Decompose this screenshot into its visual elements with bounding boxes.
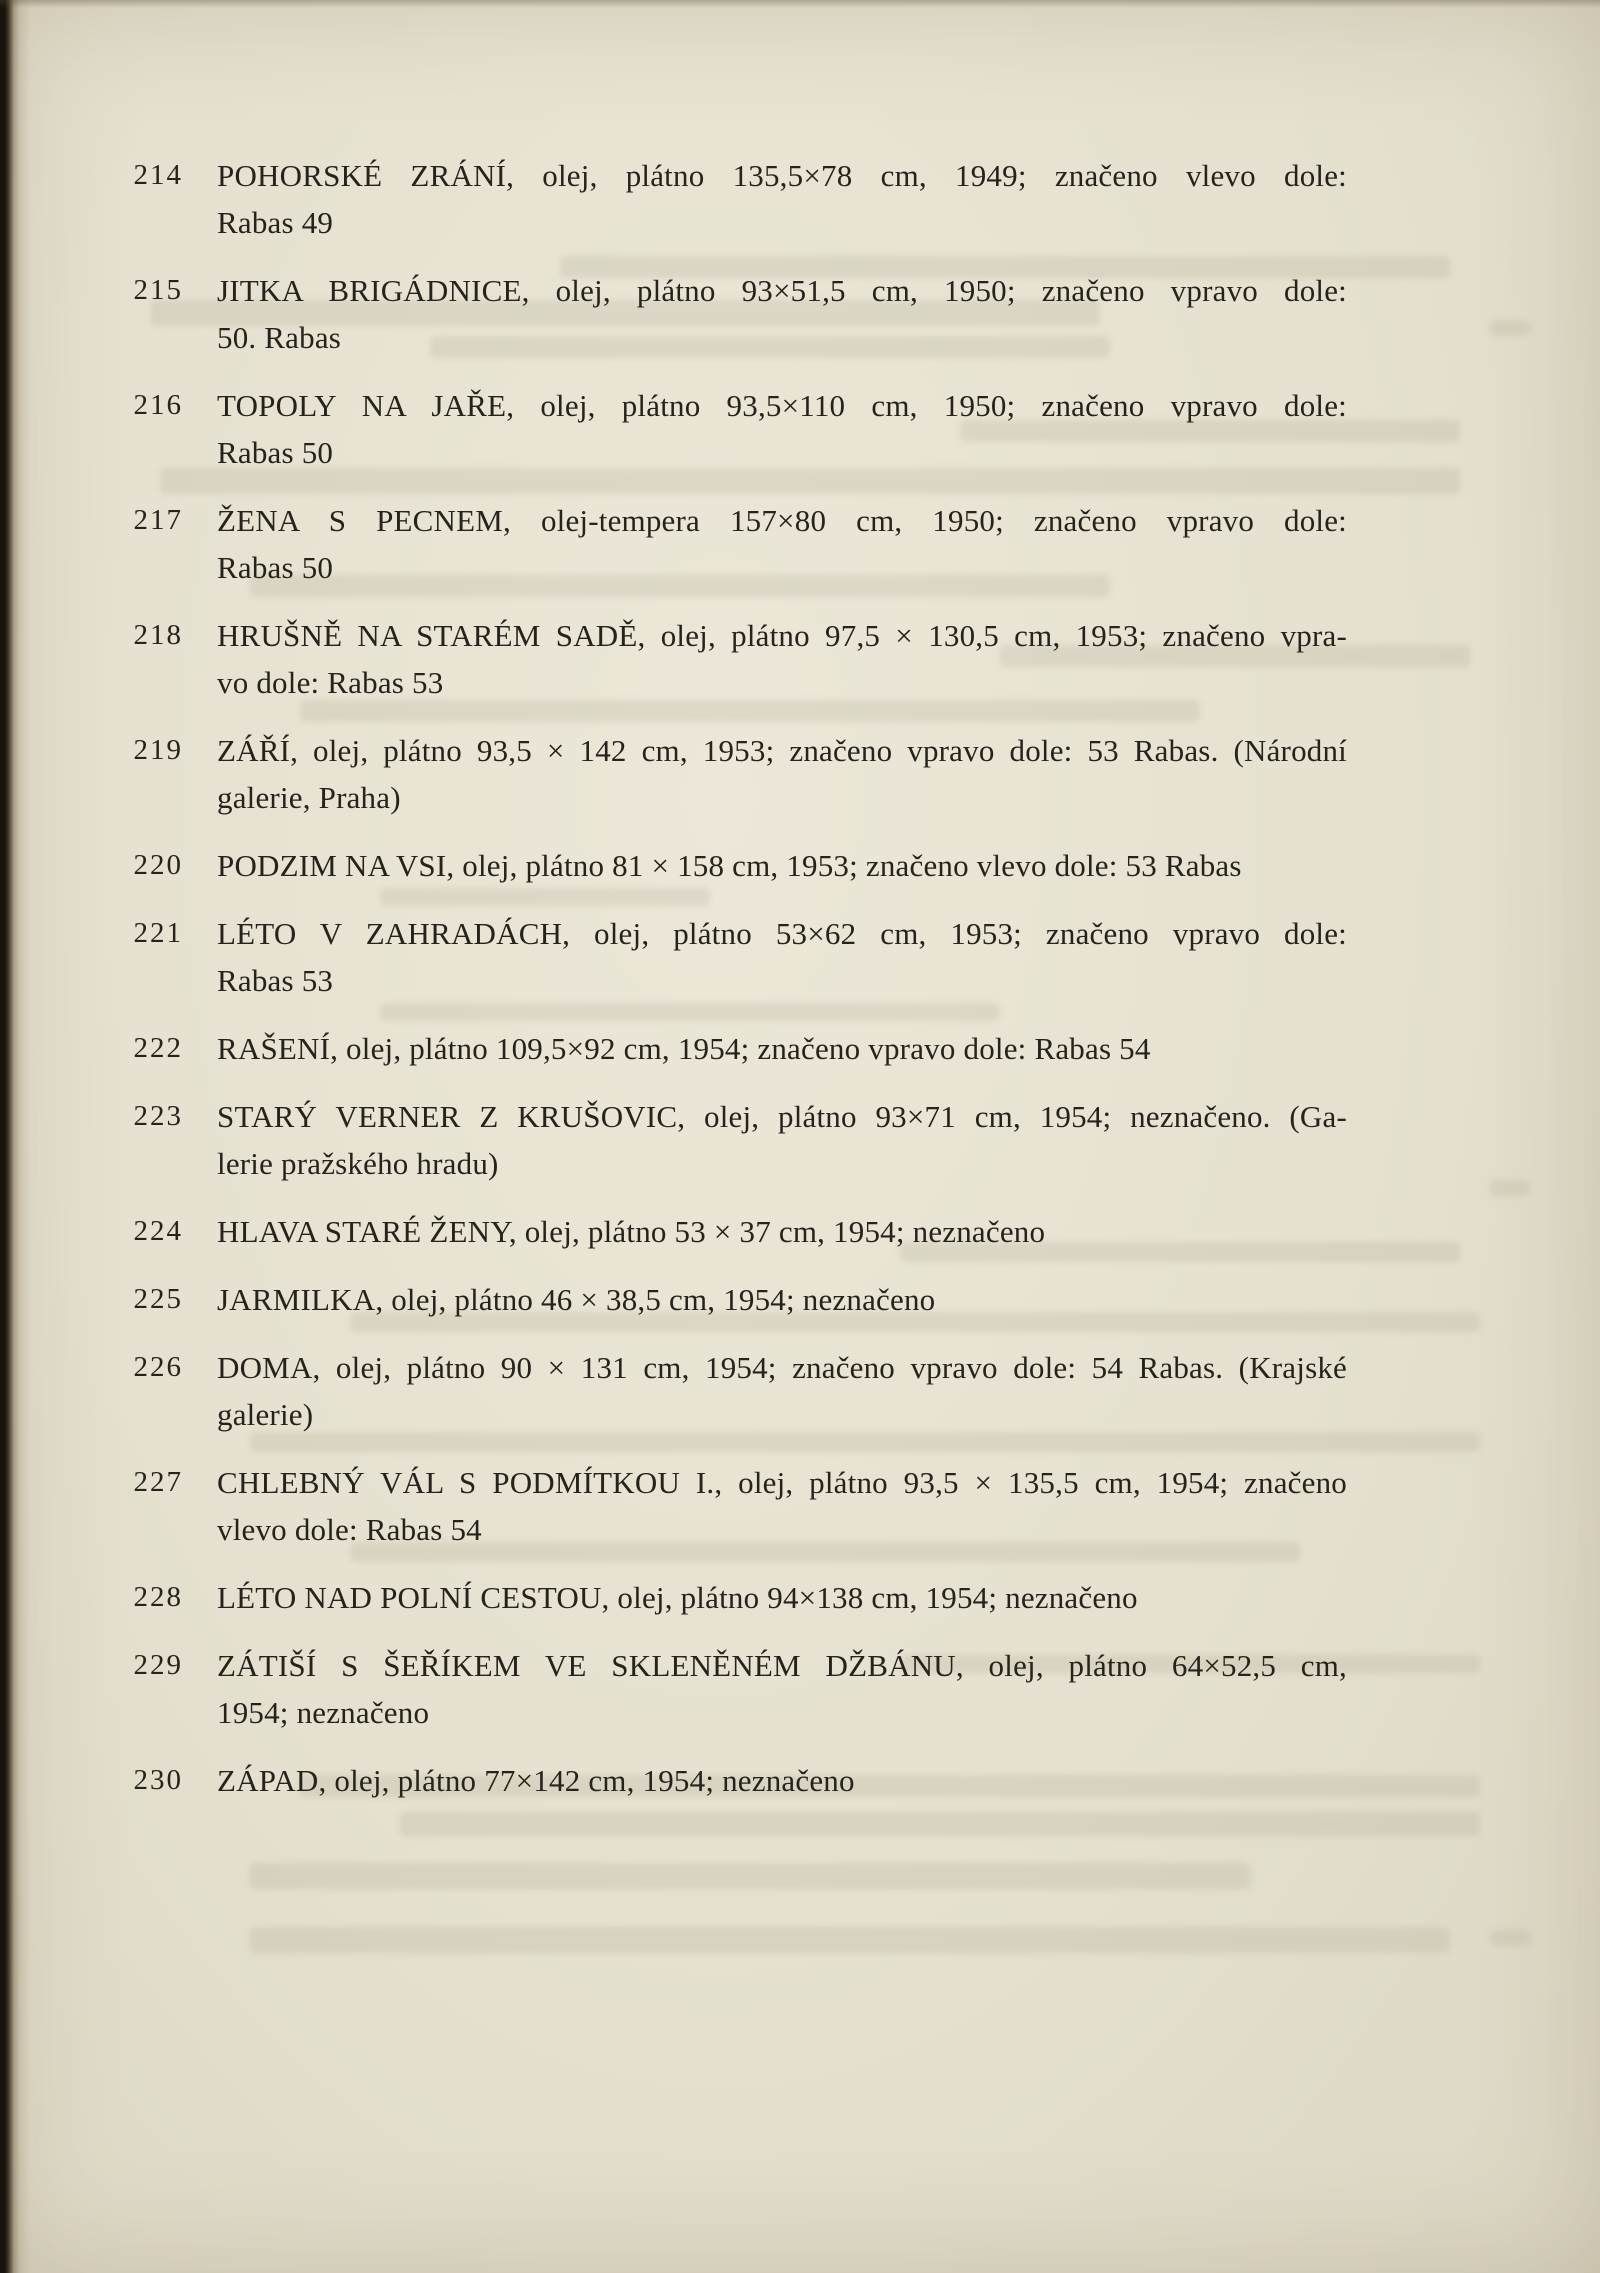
entry-text: [217, 727, 1347, 821]
entry-line: ZÁŘÍ, olej, plátno 93,5 × 142 cm, 1953; značeno vpravo dole: 53 Rabas. (Národní: [217, 733, 1347, 768]
catalog-entry: [0, 612, 1400, 706]
entry-line: vo dole: Rabas 53: [217, 665, 444, 700]
entry-text: [217, 910, 1347, 1004]
entry-number: 219: [133, 734, 183, 766]
entry-line: ZÁPAD, olej, plátno 77×142 cm, 1954; neznačeno: [217, 1763, 855, 1798]
entry-line: CHLEBNÝ VÁL S PODMÍTKOU I., olej, plátno 93,5 × 135,5 cm, 1954; značeno: [217, 1465, 1347, 1500]
entry-number: 229: [133, 1649, 183, 1681]
entry-text: [217, 1025, 1347, 1072]
bleed-through-artifact: [1490, 1180, 1530, 1196]
catalog-entry: [0, 497, 1400, 591]
entry-line: 1954; neznačeno: [217, 1695, 430, 1730]
entry-line: Rabas 50: [217, 435, 334, 470]
bleed-through-artifact: [250, 1927, 1450, 1953]
entry-text: [217, 1459, 1347, 1553]
entry-text: [217, 1344, 1347, 1438]
entry-line: vlevo dole: Rabas 54: [217, 1512, 482, 1547]
entry-line: RAŠENÍ, olej, plátno 109,5×92 cm, 1954; značeno vpravo dole: Rabas 54: [217, 1031, 1151, 1066]
entry-text: [217, 612, 1347, 706]
entry-line: galerie, Praha): [217, 780, 401, 815]
catalog-entry: [0, 1344, 1400, 1438]
entry-number: 216: [133, 389, 183, 421]
entry-line: 50. Rabas: [217, 320, 342, 355]
entry-text: [217, 1093, 1347, 1187]
entry-number: 225: [133, 1283, 183, 1315]
catalog-entry: [0, 1093, 1400, 1187]
entry-line: DOMA, olej, plátno 90 × 131 cm, 1954; značeno vpravo dole: 54 Rabas. (Krajské: [217, 1350, 1347, 1385]
entry-line: Rabas 49: [217, 205, 334, 240]
entry-number: 230: [133, 1764, 183, 1796]
entry-line: LÉTO NAD POLNÍ CESTOU, olej, plátno 94×138 cm, 1954; neznačeno: [217, 1580, 1138, 1615]
entry-text: [217, 1574, 1347, 1621]
entry-line: TOPOLY NA JAŘE, olej, plátno 93,5×110 cm, 1950; značeno vpravo dole:: [217, 388, 1347, 423]
entry-line: POHORSKÉ ZRÁNÍ, olej, plátno 135,5×78 cm, 1949; značeno vlevo dole:: [217, 158, 1347, 193]
entry-number: 220: [133, 849, 183, 881]
entry-number: 215: [133, 274, 183, 306]
entry-text: [217, 267, 1347, 361]
entry-line: ŽENA S PECNEM, olej-tempera 157×80 cm, 1950; značeno vpravo dole:: [217, 503, 1347, 538]
entry-line: JARMILKA, olej, plátno 46 × 38,5 cm, 1954; neznačeno: [217, 1282, 936, 1317]
catalog-entry: [0, 842, 1400, 889]
catalog-entry: [0, 1208, 1400, 1255]
catalog-entry: [0, 1459, 1400, 1553]
catalog-entry: [0, 727, 1400, 821]
entry-text: [217, 1757, 1347, 1804]
entry-number: 224: [133, 1215, 183, 1247]
entry-number: 226: [133, 1351, 183, 1383]
catalog-entry: [0, 1025, 1400, 1072]
entry-line: STARÝ VERNER Z KRUŠOVIC, olej, plátno 93×71 cm, 1954; neznačeno. (Ga-: [217, 1099, 1347, 1134]
bleed-through-artifact: [250, 1863, 1250, 1889]
entry-text: [217, 382, 1347, 476]
catalog-entry: [0, 1642, 1400, 1736]
entry-line: galerie): [217, 1397, 314, 1432]
entry-number: 221: [133, 917, 183, 949]
entry-text: [217, 1276, 1347, 1323]
entry-line: HRUŠNĚ NA STARÉM SADĚ, olej, plátno 97,5 × 130,5 cm, 1953; značeno vpra-: [217, 618, 1347, 653]
entry-text: [217, 1642, 1347, 1736]
entry-line: ZÁTIŠÍ S ŠEŘÍKEM VE SKLENĚNÉM DŽBÁNU, olej, plátno 64×52,5 cm,: [217, 1648, 1347, 1683]
entry-line: Rabas 53: [217, 963, 334, 998]
bleed-through-artifact: [1490, 320, 1530, 336]
catalog-entry: [0, 152, 1400, 246]
entry-number: 218: [133, 619, 183, 651]
entry-number: 228: [133, 1581, 183, 1613]
entry-line: JITKA BRIGÁDNICE, olej, plátno 93×51,5 cm, 1950; značeno vpravo dole:: [217, 273, 1347, 308]
entry-number: 214: [133, 159, 183, 191]
catalog-entry: [0, 1276, 1400, 1323]
entry-number: 222: [133, 1032, 183, 1064]
entry-text: [217, 1208, 1347, 1255]
entry-number: 217: [133, 504, 183, 536]
catalog-entry: [0, 1757, 1400, 1804]
catalog-entry: [0, 267, 1400, 361]
entry-text: [217, 842, 1347, 889]
catalog-entry: [0, 1574, 1400, 1621]
entry-text: [217, 497, 1347, 591]
catalog-entry: [0, 910, 1400, 1004]
entry-number: 223: [133, 1100, 183, 1132]
catalog-entry: [0, 382, 1400, 476]
entry-line: lerie pražského hradu): [217, 1146, 499, 1181]
entry-line: Rabas 50: [217, 550, 334, 585]
entry-line: PODZIM NA VSI, olej, plátno 81 × 158 cm, 1953; značeno vlevo dole: 53 Rabas: [217, 848, 1242, 883]
entry-text: [217, 152, 1347, 246]
bleed-through-artifact: [1490, 1930, 1530, 1946]
entry-line: HLAVA STARÉ ŽENY, olej, plátno 53 × 37 cm, 1954; neznačeno: [217, 1214, 1046, 1249]
entry-line: LÉTO V ZAHRADÁCH, olej, plátno 53×62 cm, 1953; značeno vpravo dole:: [217, 916, 1347, 951]
entry-number: 227: [133, 1466, 183, 1498]
